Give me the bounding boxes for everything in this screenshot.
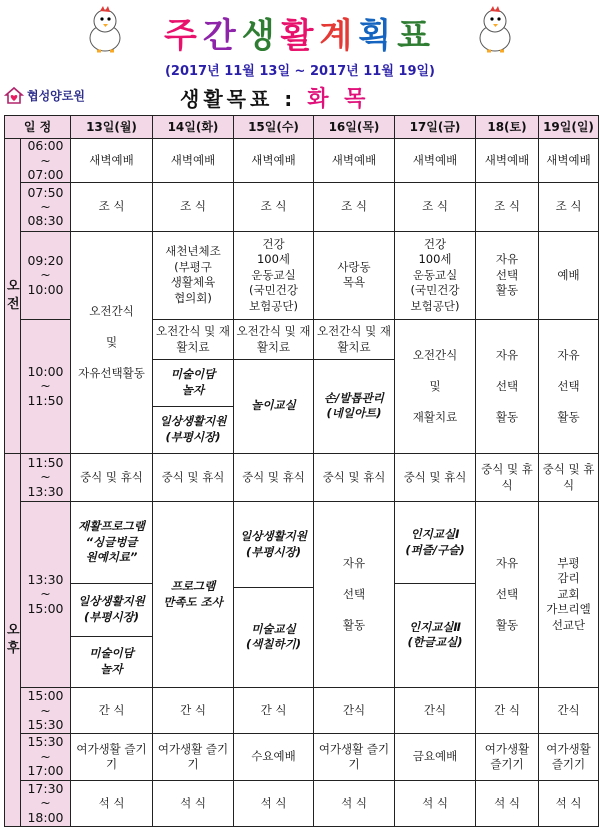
schedule-cell: 석 식 (539, 780, 599, 826)
schedule-cell: 금요예배 (395, 734, 476, 780)
time-text: 17:00 (27, 763, 64, 779)
cell-line: 미술교실 (251, 621, 296, 636)
cell-line: 재활치료 (412, 409, 458, 424)
time-text: 11:50 (27, 454, 64, 470)
cell-block (395, 584, 475, 687)
schedule-table (4, 115, 599, 827)
cell-line: 운동교실 (251, 267, 296, 282)
cell-line: 활동 (342, 617, 366, 632)
schedule-cell (539, 502, 599, 688)
date-range: (2017년 11월 13일 ~ 2017년 11월 19일) (164, 64, 435, 79)
time-text: 09:20 (27, 252, 64, 268)
cell-line: 선택 (495, 586, 519, 601)
table-row (5, 453, 599, 501)
schedule-cell (395, 502, 476, 688)
cell-line: 일상생활지원 (240, 529, 307, 544)
schedule-cell (71, 502, 153, 688)
cell-line: 선교단 (551, 617, 586, 632)
pm-label: 오 후 (5, 453, 21, 826)
table-row (5, 734, 599, 780)
cell-block (71, 503, 152, 584)
cell-line: 목욕 (342, 275, 366, 290)
schedule-cell: 석 식 (476, 780, 539, 826)
schedule-cell: 간식 (395, 688, 476, 734)
header (0, 0, 600, 60)
cell-block (395, 503, 475, 584)
header-row (5, 116, 599, 139)
cell-line: 프로그램 (170, 579, 216, 594)
logo (4, 86, 85, 104)
day-header: 19일(일) (539, 116, 599, 139)
schedule-cell: 새벽예배 (314, 139, 395, 183)
schedule-cell: 수요예배 (234, 734, 314, 780)
cell-line: 사랑동 (337, 259, 371, 274)
time-cell (21, 502, 71, 688)
time-cell (21, 231, 71, 319)
table-row (5, 183, 599, 231)
schedule-cell: 여가생활 즐기기 (71, 734, 153, 780)
cell-line: 부평 (557, 555, 580, 570)
cell-block (153, 407, 233, 453)
table-row (5, 502, 599, 688)
cell-line: 만족도 조사 (163, 594, 223, 609)
schedule-cell: 조 식 (71, 183, 153, 231)
schedule-cell: 조 식 (395, 183, 476, 231)
cell-line: (부평시장) (84, 609, 139, 624)
cell-block (234, 588, 313, 687)
schedule-cell (476, 320, 539, 454)
schedule-cell: 새벽예배 (395, 139, 476, 183)
cell-line: (국민건강 (410, 283, 460, 298)
title-char: 활 (280, 16, 320, 56)
time-text: 15:00 (27, 600, 64, 616)
schedule-cell: 간 식 (476, 688, 539, 734)
time-cell (21, 780, 71, 826)
page-title (120, 8, 480, 57)
schedule-cell: 여가생활 즐기기 (539, 734, 599, 780)
cell-line: (부평구 (174, 259, 212, 274)
time-text: 15:30 (27, 734, 64, 750)
cell-block: 오전간식 및 재활치료 (153, 321, 233, 360)
cell-block: 놀이교실 (251, 398, 296, 413)
cell-line: 놀자 (181, 382, 205, 397)
cell-line: 자유 (495, 555, 519, 570)
time-text: 07:00 (27, 166, 64, 182)
schedule-cell: 석 식 (71, 780, 153, 826)
cell-line: 자유 (495, 252, 519, 267)
cell-line: 오전간식 (412, 347, 458, 362)
schedule-cell (476, 231, 539, 319)
day-header: 18(토) (476, 116, 539, 139)
title-char: 획 (358, 16, 398, 56)
time-text: ~ (40, 267, 51, 283)
day-header: 15일(수) (234, 116, 314, 139)
schedule-cell: 새벽예배 (476, 139, 539, 183)
time-text: 13:30 (27, 483, 64, 499)
time-text: ~ (40, 152, 51, 168)
cell-line: 100세 (418, 252, 452, 267)
cell-line: 감리 (557, 571, 580, 586)
corner-cell: 일 정 (5, 116, 71, 139)
time-text: ~ (40, 748, 51, 764)
cell-line: 자유 (495, 347, 519, 362)
cell-line: 및 (429, 378, 441, 393)
cell-line: 선택 (495, 378, 519, 393)
cell-line: 선택 (342, 586, 366, 601)
logo-text: 협성양로원 (27, 88, 85, 103)
cell-line: 새천년체조 (165, 244, 221, 259)
day-header: 14일(화) (153, 116, 234, 139)
cell-line: 활동 (495, 283, 519, 298)
time-cell (21, 139, 71, 183)
cell-block (153, 360, 233, 407)
day-header: 16일(목) (314, 116, 395, 139)
time-text: 17:30 (27, 780, 64, 796)
cell-line: 활동 (557, 409, 580, 424)
schedule-cell: 석 식 (395, 780, 476, 826)
schedule-cell: 새벽예배 (539, 139, 599, 183)
cell-line: 건강 (262, 236, 285, 251)
schedule-cell: 조 식 (539, 183, 599, 231)
schedule-cell: 석 식 (153, 780, 234, 826)
cell-line: 생활체육 (170, 275, 216, 290)
cell-line: 인지교실Ⅱ (408, 619, 461, 634)
cell-line: 선택 (557, 378, 580, 393)
time-text: 15:00 (27, 688, 64, 704)
time-cell (21, 183, 71, 231)
schedule-cell (395, 320, 476, 454)
cell-line: 활동 (495, 617, 519, 632)
goal-value: 화 목 (307, 87, 370, 112)
cell-block (71, 637, 152, 687)
schedule-cell (314, 502, 395, 688)
cell-line: 및 (105, 334, 118, 349)
chick-icon (472, 4, 518, 54)
goal (180, 82, 369, 113)
time-text: 15:30 (27, 716, 64, 732)
cell-block (234, 503, 313, 588)
schedule-cell: 간식 (539, 688, 599, 734)
cell-line: 보험공단) (249, 298, 298, 313)
cell-line: 자유선택활동 (78, 365, 145, 380)
cell-line: 자유 (557, 347, 580, 362)
schedule-cell: 조 식 (314, 183, 395, 231)
schedule-cell (314, 320, 395, 454)
day-header: 13일(월) (71, 116, 153, 139)
schedule-cell: 여가생활 즐기기 (314, 734, 395, 780)
cell-line: 보험공단) (410, 298, 460, 313)
schedule-cell: 여가생활 즐기기 (153, 734, 234, 780)
schedule-cell: 새벽예배 (153, 139, 234, 183)
title-char: 생 (241, 16, 281, 56)
time-cell (21, 734, 71, 780)
schedule-cell: 중식 및 휴식 (314, 453, 395, 501)
schedule-cell: 간 식 (71, 688, 153, 734)
schedule-cell (153, 320, 234, 454)
schedule-cell: 간 식 (234, 688, 314, 734)
time-text: ~ (40, 198, 51, 214)
time-text: 07:50 (27, 184, 64, 200)
goal-label: 생활목표 : (180, 87, 297, 111)
cell-line: 놀자 (100, 661, 123, 676)
cell-line: (부평시장) (165, 429, 221, 444)
time-text: 13:30 (27, 572, 64, 588)
time-text: ~ (40, 702, 51, 718)
cell-line: 건강 (423, 236, 447, 251)
cell-line: (퍼즐/구슬) (405, 542, 465, 557)
cell-line: 운동교실 (412, 267, 458, 282)
cell-line: (한글교실) (407, 635, 463, 650)
schedule-cell: 중식 및 휴식 (153, 453, 234, 501)
schedule-cell: 예배 (539, 231, 599, 319)
cell-line: 선택 (495, 267, 519, 282)
schedule-cell: 중식 및 휴식 (71, 453, 153, 501)
title-char: 간 (202, 16, 242, 56)
cell-block (314, 360, 394, 453)
cell-line: (네일아트) (326, 406, 382, 421)
time-text: 18:00 (27, 809, 64, 825)
cell-line: 일상생활지원 (78, 594, 145, 609)
am-label: 오 전 (5, 139, 21, 454)
time-text: 06:00 (27, 138, 64, 154)
cell-line: (국민건강 (249, 283, 298, 298)
schedule-cell: 중식 및 휴식 (395, 453, 476, 501)
schedule-cell (539, 320, 599, 454)
cell-line: 활동 (495, 409, 519, 424)
schedule-cell: 여가생활 즐기기 (476, 734, 539, 780)
schedule-cell (234, 231, 314, 319)
schedule-cell: 새벽예배 (71, 139, 153, 183)
cell-line: 자유 (342, 555, 366, 570)
time-text: ~ (40, 469, 51, 485)
schedule-cell: 조 식 (234, 183, 314, 231)
cell-block: 오전간식 및 재활치료 (314, 321, 394, 360)
schedule-cell: 중식 및 휴식 (476, 453, 539, 501)
schedule-cell: 간 식 (153, 688, 234, 734)
house-heart-icon (4, 86, 24, 104)
title-char: 계 (319, 16, 359, 56)
schedule-cell: 중식 및 휴식 (234, 453, 314, 501)
schedule-cell (476, 502, 539, 688)
cell-line: 미술이담 (89, 646, 134, 661)
schedule-cell: 석 식 (314, 780, 395, 826)
schedule-cell (153, 231, 234, 319)
time-text: 10:00 (27, 281, 64, 297)
cell-line: 일상생활지원 (159, 414, 227, 429)
cell-line: 원예치료” (85, 550, 138, 565)
schedule-cell: 간식 (314, 688, 395, 734)
cell-line: 협의회) (174, 290, 212, 305)
cell-line: 100세 (256, 252, 291, 267)
time-text: 11:50 (27, 392, 64, 408)
cell-line: 가브리엘 (546, 602, 591, 617)
time-text: 10:00 (27, 364, 64, 379)
table-row (5, 780, 599, 826)
schedule-cell: 석 식 (234, 780, 314, 826)
schedule-cell: 새벽예배 (234, 139, 314, 183)
title-char: 주 (163, 16, 203, 56)
cell-block (71, 584, 152, 637)
time-cell (21, 688, 71, 734)
table-row (5, 688, 599, 734)
time-cell (21, 453, 71, 501)
cell-line: 오전간식 (89, 303, 134, 318)
schedule-cell (234, 502, 314, 688)
table-row (5, 139, 599, 183)
cell-block: 오전간식 및 재활치료 (234, 321, 313, 360)
schedule-cell: 조 식 (153, 183, 234, 231)
day-header: 17일(금) (395, 116, 476, 139)
time-text: ~ (40, 378, 51, 394)
cell-line: (부평시장) (246, 544, 301, 559)
cell-line: “싱글벙글 (85, 534, 138, 549)
schedule-cell (395, 231, 476, 319)
cell-line: (색칠하기) (246, 637, 301, 652)
cell-line: 손/발톱관리 (324, 390, 384, 405)
cell-line: 인지교실Ⅰ (410, 527, 460, 542)
schedule-cell: 중식 및 휴식 (539, 453, 599, 501)
cell-line: 재활프로그램 (78, 519, 145, 534)
title-char: 표 (397, 16, 436, 56)
time-text: 08:30 (27, 213, 64, 229)
time-cell (21, 320, 71, 454)
schedule-cell (71, 231, 153, 453)
schedule-cell: 조 식 (476, 183, 539, 231)
time-text: ~ (40, 586, 51, 602)
table-row (5, 231, 599, 319)
cell-line: 교회 (557, 586, 580, 601)
cell-line: 미술이담 (170, 367, 216, 382)
schedule-cell (153, 502, 234, 688)
schedule-cell (314, 231, 395, 319)
schedule-cell (234, 320, 314, 454)
time-text: ~ (40, 795, 51, 811)
